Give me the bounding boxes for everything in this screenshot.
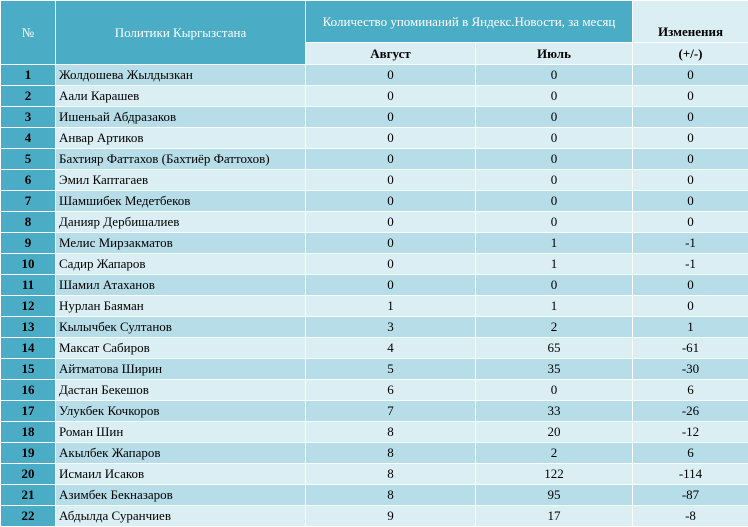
july-count: 20 <box>476 422 633 443</box>
august-count: 8 <box>306 485 476 506</box>
change-value: 0 <box>633 65 748 86</box>
politician-name: Мелис Мирзакматов <box>56 233 306 254</box>
row-number: 22 <box>1 506 56 527</box>
header-july: Июль <box>476 43 633 65</box>
table-row <box>1 296 748 317</box>
july-count: 1 <box>476 233 633 254</box>
politician-name: Бахтияр Фаттахов (Бахтиёр Фаттохов) <box>56 149 306 170</box>
change-value: -1 <box>633 254 748 275</box>
table-row <box>1 464 748 485</box>
politician-name: Шамил Атаханов <box>56 275 306 296</box>
august-count: 0 <box>306 212 476 233</box>
politician-name: Аaли Карашев <box>56 86 306 107</box>
politician-name: Садир Жапаров <box>56 254 306 275</box>
july-count: 95 <box>476 485 633 506</box>
change-value: 1 <box>633 317 748 338</box>
august-count: 0 <box>306 86 476 107</box>
politician-name: Анвар Артиков <box>56 128 306 149</box>
july-count: 35 <box>476 359 633 380</box>
change-value: 0 <box>633 170 748 191</box>
politician-name: Айтматова Ширин <box>56 359 306 380</box>
july-count: 2 <box>476 443 633 464</box>
change-value: 0 <box>633 86 748 107</box>
change-value: -30 <box>633 359 748 380</box>
august-count: 8 <box>306 464 476 485</box>
table-row <box>1 506 748 527</box>
change-value: 0 <box>633 107 748 128</box>
row-number: 13 <box>1 317 56 338</box>
change-value: -114 <box>633 464 748 485</box>
august-count: 7 <box>306 401 476 422</box>
row-number: 21 <box>1 485 56 506</box>
change-value: 0 <box>633 191 748 212</box>
change-value: 0 <box>633 128 748 149</box>
row-number: 12 <box>1 296 56 317</box>
july-count: 17 <box>476 506 633 527</box>
july-count: 0 <box>476 149 633 170</box>
row-number: 3 <box>1 107 56 128</box>
july-count: 0 <box>476 275 633 296</box>
change-value: 0 <box>633 296 748 317</box>
august-count: 0 <box>306 128 476 149</box>
politician-name: Азимбек Бекназаров <box>56 485 306 506</box>
august-count: 8 <box>306 422 476 443</box>
change-value: 0 <box>633 212 748 233</box>
july-count: 0 <box>476 191 633 212</box>
table-row <box>1 191 748 212</box>
table-row <box>1 212 748 233</box>
header-politician: Политики Кыргызстана <box>56 1 306 65</box>
table-row <box>1 233 748 254</box>
politician-name: Акылбек Жапаров <box>56 443 306 464</box>
table-row <box>1 485 748 506</box>
politician-name: Нурлан Баяман <box>56 296 306 317</box>
politician-name: Эмил Каптагаев <box>56 170 306 191</box>
row-number: 14 <box>1 338 56 359</box>
header-change: Изменения <box>633 1 748 43</box>
july-count: 1 <box>476 296 633 317</box>
july-count: 0 <box>476 170 633 191</box>
august-count: 0 <box>306 170 476 191</box>
table-row <box>1 380 748 401</box>
august-count: 0 <box>306 254 476 275</box>
august-count: 9 <box>306 506 476 527</box>
table-row <box>1 107 748 128</box>
august-count: 3 <box>306 317 476 338</box>
august-count: 0 <box>306 275 476 296</box>
august-count: 6 <box>306 380 476 401</box>
header-august: Август <box>306 43 476 65</box>
july-count: 2 <box>476 317 633 338</box>
july-count: 1 <box>476 254 633 275</box>
row-number: 2 <box>1 86 56 107</box>
table-row <box>1 359 748 380</box>
august-count: 0 <box>306 191 476 212</box>
row-number: 7 <box>1 191 56 212</box>
july-count: 0 <box>476 212 633 233</box>
row-number: 18 <box>1 422 56 443</box>
row-number: 15 <box>1 359 56 380</box>
change-value: -87 <box>633 485 748 506</box>
table-row <box>1 65 748 86</box>
politician-name: Абдылда Суранчиев <box>56 506 306 527</box>
row-number: 8 <box>1 212 56 233</box>
row-number: 20 <box>1 464 56 485</box>
july-count: 65 <box>476 338 633 359</box>
table-body <box>1 65 748 527</box>
change-value: -12 <box>633 422 748 443</box>
politician-name: Данияр Дербишалиев <box>56 212 306 233</box>
august-count: 5 <box>306 359 476 380</box>
politician-name: Кылычбек Султанов <box>56 317 306 338</box>
table-row <box>1 170 748 191</box>
august-count: 8 <box>306 443 476 464</box>
august-count: 4 <box>306 338 476 359</box>
row-number: 16 <box>1 380 56 401</box>
politician-name: Шамшибек Медетбеков <box>56 191 306 212</box>
row-number: 17 <box>1 401 56 422</box>
header-change-sub: (+/-) <box>633 43 748 65</box>
change-value: -1 <box>633 233 748 254</box>
table-row <box>1 401 748 422</box>
table-row <box>1 443 748 464</box>
july-count: 33 <box>476 401 633 422</box>
change-value: 0 <box>633 149 748 170</box>
august-count: 0 <box>306 107 476 128</box>
change-value: 0 <box>633 275 748 296</box>
august-count: 0 <box>306 233 476 254</box>
change-value: 6 <box>633 380 748 401</box>
july-count: 0 <box>476 128 633 149</box>
table-row <box>1 149 748 170</box>
july-count: 0 <box>476 86 633 107</box>
row-number: 4 <box>1 128 56 149</box>
august-count: 0 <box>306 149 476 170</box>
header-number: № <box>1 1 56 65</box>
july-count: 0 <box>476 107 633 128</box>
politician-name: Дастан Бекешов <box>56 380 306 401</box>
change-value: -61 <box>633 338 748 359</box>
table-row <box>1 338 748 359</box>
politician-name: Исмаил Исаков <box>56 464 306 485</box>
header-mentions: Количество упоминаний в Яндекс.Новости, за месяц <box>306 1 633 43</box>
row-number: 9 <box>1 233 56 254</box>
row-number: 5 <box>1 149 56 170</box>
table-row <box>1 275 748 296</box>
row-number: 10 <box>1 254 56 275</box>
august-count: 0 <box>306 65 476 86</box>
row-number: 19 <box>1 443 56 464</box>
change-value: 6 <box>633 443 748 464</box>
table-row <box>1 128 748 149</box>
table-row <box>1 317 748 338</box>
august-count: 1 <box>306 296 476 317</box>
row-number: 1 <box>1 65 56 86</box>
july-count: 0 <box>476 380 633 401</box>
row-number: 6 <box>1 170 56 191</box>
change-value: -8 <box>633 506 748 527</box>
table-row <box>1 86 748 107</box>
politician-name: Жолдошева Жылдызкан <box>56 65 306 86</box>
july-count: 122 <box>476 464 633 485</box>
table-row <box>1 254 748 275</box>
politician-name: Ишеньай Абдразаков <box>56 107 306 128</box>
politician-name: Максат Сабиров <box>56 338 306 359</box>
politician-name: Улукбек Кочкоров <box>56 401 306 422</box>
politician-name: Роман Шин <box>56 422 306 443</box>
july-count: 0 <box>476 65 633 86</box>
table-row <box>1 422 748 443</box>
row-number: 11 <box>1 275 56 296</box>
change-value: -26 <box>633 401 748 422</box>
